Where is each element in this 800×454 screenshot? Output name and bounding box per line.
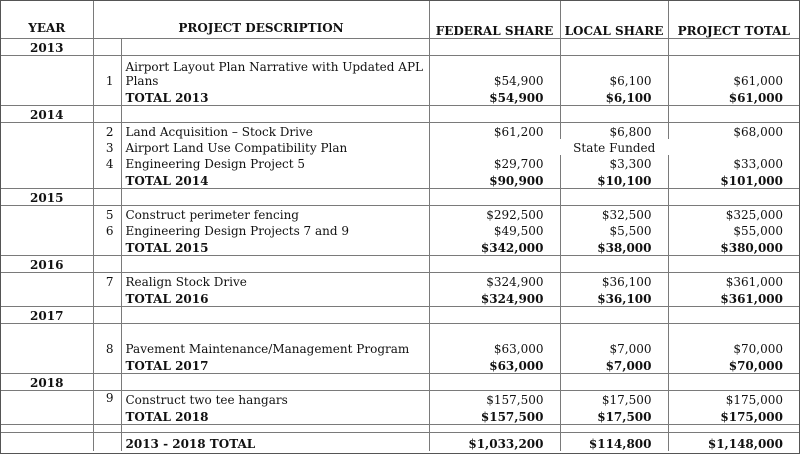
project-description: Construct two tee hangars [121,391,429,408]
project-total: $325,000 [668,206,799,223]
project-total: $70,000 [668,324,799,357]
project-number: 1 [93,56,121,89]
local-share: $3,300 [560,155,668,171]
year-total-federal: $157,500 [429,407,560,425]
federal-share: $61,200 [429,123,560,140]
project-number: 7 [93,273,121,290]
year-row-2017 [1,307,799,324]
year-total-federal: $90,900 [429,171,560,189]
year-row-2018 [1,374,799,391]
year-label: 2018 [1,374,93,391]
local-share: $6,800 [560,123,668,140]
year-label: 2015 [1,189,93,206]
grand-total-federal: $1,033,200 [429,433,560,452]
year-total-project: $175,000 [668,407,799,425]
year-total-label: TOTAL 2015 [121,238,429,256]
project-description: Land Acquisition – Stock Drive [121,123,429,140]
grand-total-label: 2013 - 2018 TOTAL [121,433,429,452]
year-total-row [1,356,799,374]
project-number: 2 [93,123,121,140]
year-total-row [1,289,799,307]
year-total-label: TOTAL 2014 [121,171,429,189]
year-total-label: TOTAL 2018 [121,407,429,425]
header-local-share: LOCAL SHARE [560,1,668,39]
year-total-local: $36,100 [560,289,668,307]
year-label: 2013 [1,39,93,56]
year-label: 2016 [1,256,93,273]
federal-share: $49,500 [429,222,560,238]
year-total-project: $380,000 [668,238,799,256]
year-label: 2017 [1,307,93,324]
table-row [1,324,799,357]
local-share: $5,500 [560,222,668,238]
project-number: 6 [93,222,121,238]
table-row [1,222,799,238]
project-number: 3 [93,139,121,155]
year-label: 2014 [1,106,93,123]
project-description: Airport Land Use Compatibility Plan [121,139,429,155]
project-description: Pavement Maintenance/Management Program [121,324,429,357]
grand-total-project: $1,148,000 [668,433,799,452]
project-total: $68,000 [668,123,799,140]
table-row [1,155,799,171]
header-year: YEAR [1,1,93,39]
year-total-project: $70,000 [668,356,799,374]
year-total-federal: $63,000 [429,356,560,374]
funding-note: State Funded [429,139,799,155]
year-total-project: $61,000 [668,88,799,106]
year-total-federal: $342,000 [429,238,560,256]
year-total-local: $17,500 [560,407,668,425]
local-share: $32,500 [560,206,668,223]
project-total: $61,000 [668,56,799,89]
year-total-project: $101,000 [668,171,799,189]
project-total: $361,000 [668,273,799,290]
year-total-local: $10,100 [560,171,668,189]
project-number: 4 [93,155,121,171]
local-share: $7,000 [560,324,668,357]
year-total-federal: $324,900 [429,289,560,307]
spacer-row [1,425,799,433]
local-share: $36,100 [560,273,668,290]
local-share: $17,500 [560,391,668,408]
project-description: Realign Stock Drive [121,273,429,290]
year-row-2014 [1,106,799,123]
project-total: $55,000 [668,222,799,238]
project-total: $175,000 [668,391,799,408]
federal-share: $324,900 [429,273,560,290]
federal-share: $29,700 [429,155,560,171]
header-project-total: PROJECT TOTAL [668,1,799,39]
federal-share: $63,000 [429,324,560,357]
project-number: 9 [93,391,121,408]
table-row [1,56,799,89]
table-row [1,391,799,408]
year-total-local: $38,000 [560,238,668,256]
year-total-row [1,171,799,189]
table-row [1,273,799,290]
year-total-row [1,238,799,256]
year-total-federal: $54,900 [429,88,560,106]
year-row-2013 [1,39,799,56]
year-total-label: TOTAL 2016 [121,289,429,307]
grand-total-local: $114,800 [560,433,668,452]
capital-improvement-table [1,1,799,451]
year-total-label: TOTAL 2017 [121,356,429,374]
year-row-2015 [1,189,799,206]
table-row [1,123,799,140]
federal-share: $157,500 [429,391,560,408]
project-description: Construct perimeter fencing [121,206,429,223]
federal-share: $292,500 [429,206,560,223]
table-row [1,139,799,155]
year-total-project: $361,000 [668,289,799,307]
project-total: $33,000 [668,155,799,171]
project-description: Engineering Design Project 5 [121,155,429,171]
year-row-2016 [1,256,799,273]
year-total-local: $7,000 [560,356,668,374]
header-federal-share: FEDERAL SHARE [429,1,560,39]
header-row [1,1,799,39]
year-total-label: TOTAL 2013 [121,88,429,106]
year-total-row [1,407,799,425]
grand-total-row [1,433,799,452]
year-total-local: $6,100 [560,88,668,106]
table-row [1,206,799,223]
federal-share: $54,900 [429,56,560,89]
project-description: Airport Layout Plan Narrative with Updated APL Plans [121,56,429,89]
header-project-description: PROJECT DESCRIPTION [93,1,429,39]
year-total-row [1,88,799,106]
project-number: 8 [93,324,121,357]
local-share: $6,100 [560,56,668,89]
project-number: 5 [93,206,121,223]
project-description: Engineering Design Projects 7 and 9 [121,222,429,238]
